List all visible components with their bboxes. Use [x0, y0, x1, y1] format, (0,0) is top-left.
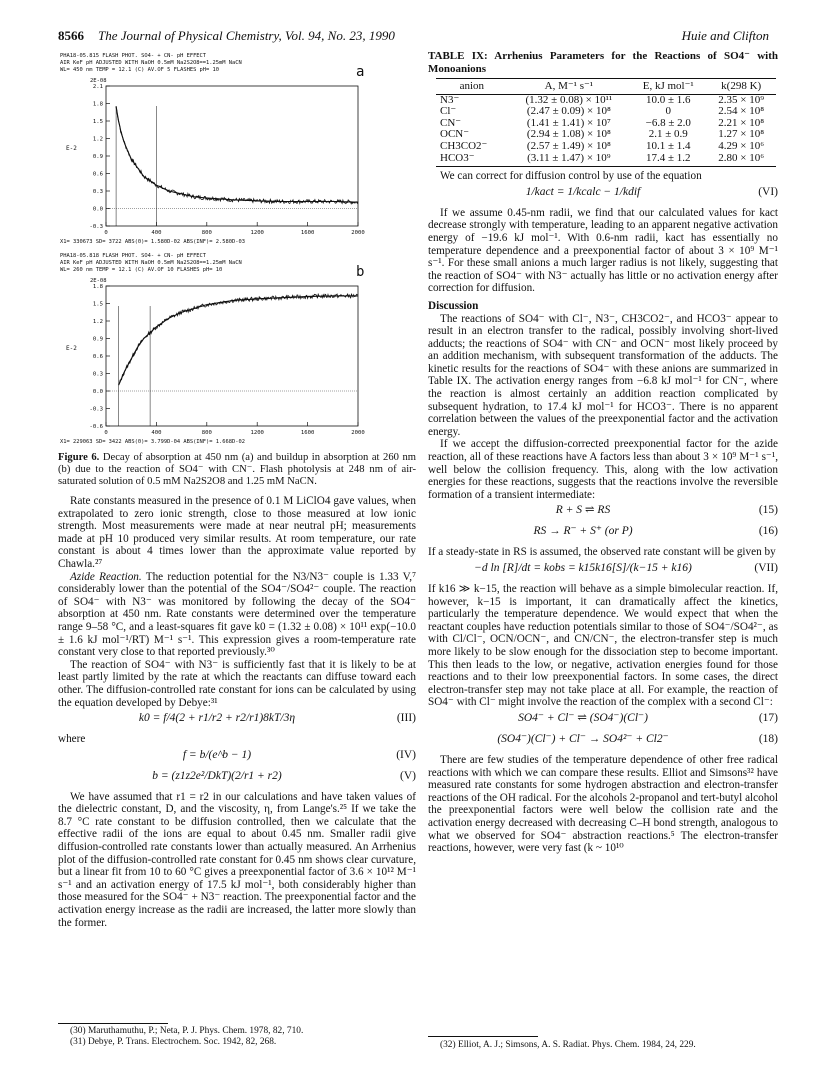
paragraph: Rate constants measured in the presence of 0.1 M LiClO4 gave values, when extrapolated to zero ionic strength, close to those measured at low ionic strength. Most measurements were made at near neutral pH; measurements made at pH 10 produced very similar results. At room temperature, our rate constant is about 4 times lower than the approximate value reported by Chawla.²⁷ — [58, 495, 416, 570]
equation-body: (SO4⁻)(Cl⁻) + Cl⁻ → SO4²⁻ + Cl2⁻ — [497, 732, 669, 745]
x-tick-label: 0 — [104, 230, 108, 236]
paragraph: If we assume 0.45-nm radii, we find that our calculated values for kact decrease strongly with temperature, leading to an apparent negative activation energy of −19.6 kJ mol⁻¹. With 0.6-nm radii, kact has essentially no temperature dependence and a preexponential factor of about 3 × 10⁹ M⁻¹ s⁻¹. For these small anions a much larger radius is not likely, suggesting that the reaction of SO4⁻ with N3⁻ actually has little or no activation energy after correction for diffusion. — [428, 206, 778, 295]
footnote-30: (30) Maruthamuthu, P.; Neta, P. J. Phys. Chem. 1978, 82, 710. — [70, 1026, 304, 1036]
paragraph-azide — [58, 571, 416, 659]
equation-body: f = b/(e^b − 1) — [182, 748, 252, 761]
plot-frame — [106, 286, 358, 426]
paragraph: If we accept the diffusion-corrected preexponential factor for the azide reaction, all of these reactions have A factors less than about 3 × 10⁹ M⁻¹ s⁻¹, well below the collision frequency. This, along with the low activation energies for these reactions, suggests that the reactions involve the reversible formation of a transient intermediate: — [428, 438, 778, 501]
signal-trace — [119, 294, 358, 384]
equation-number: (V) — [400, 769, 416, 782]
table-row — [436, 141, 776, 153]
equation-17 — [428, 712, 778, 730]
equation-number: (VII) — [754, 562, 778, 574]
table-cell: 0 — [665, 105, 671, 118]
y-tick-label: -0.3 — [89, 406, 103, 413]
table-cell: N3⁻ — [440, 93, 460, 106]
y-tick-label: 1.5 — [92, 119, 103, 125]
equation-number: (17) — [758, 711, 778, 724]
equation-VI — [428, 186, 778, 204]
section-run-in-head: Azide Reaction. — [70, 570, 142, 583]
table-cell: 1.27 × 10⁸ — [718, 128, 765, 141]
paragraph: The reaction of SO4⁻ with N3⁻ is sufficiently fast that it is likely to be at least partly limited by the rate at which the reactants can diffuse toward each other. The diffusion-controlled rate constant for ions can be calculated by using the equation developed by Debye:³¹ — [58, 658, 416, 709]
fit-curve — [119, 296, 358, 385]
paragraph: We can correct for diffusion control by use of the equation — [440, 170, 702, 183]
x-tick-label: 0 — [104, 430, 108, 436]
plot-header-line: PHA18-05.815 FLASH PHOT. SO4- + CN- pH EFFECT — [60, 53, 207, 59]
x-tick-label: 800 — [201, 230, 212, 236]
table-cell: (2.57 ± 1.49) × 10⁸ — [526, 139, 611, 152]
equation-15 — [428, 504, 778, 522]
table-cell: 10.0 ± 1.6 — [645, 93, 691, 106]
table-cell: 10.1 ± 1.4 — [645, 139, 691, 152]
running-header — [58, 28, 769, 46]
fit-curve — [116, 106, 358, 202]
plot-footer-line: X1= 229063 SD= 3422 ABS(0)= 3.799D-04 ABS(INF)= 1.668D-02 — [60, 439, 245, 445]
equation-18 — [428, 733, 778, 751]
equation-body: 1/kact = 1/kcalc − 1/kdif — [525, 185, 641, 198]
y-exponent-label: E-2 — [66, 145, 77, 152]
table-cell: CH3CO2⁻ — [440, 139, 488, 152]
plot-frame — [106, 86, 358, 226]
equation-number: (18) — [758, 732, 778, 745]
table-cell: OCN⁻ — [440, 128, 470, 141]
left-column — [58, 50, 416, 929]
y-tick-label: -0.3 — [89, 224, 103, 230]
plot-header-line: WL= 450 nm TEMP = 12.1 (C) AV.OF 5 FLASHES pH= 10 — [60, 67, 220, 73]
table-cell: −6.8 ± 2.0 — [645, 116, 691, 129]
table-header: anion — [436, 79, 508, 95]
panel-a — [60, 53, 365, 245]
paragraph: There are few studies of the temperature dependence of other free radical reactions with which we can compare these results. Elliot and Simsons³² have measured rate constants for some hydrogen abstraction and electron-transfer reactions of the OH radical. For the alcohols 2-propanol and tert-butyl alcohol the preexponential factors were well below the collision rate and the activation energy decreased with decreasing C–H bond strength, analogous to what we observed for SO4⁻ abstraction reactions.⁵ The electron-transfer reactions, however, were very fast (k ~ 10¹⁰ — [428, 753, 778, 855]
equation-number: (15) — [758, 504, 778, 517]
table-header: k(298 K) — [706, 79, 776, 95]
equation-VII — [428, 562, 778, 580]
panel-letter: b — [356, 264, 365, 280]
plot-header-line: WL= 260 nm TEMP = 12.1 (C) AV.OF 10 FLASHES pH= 10 — [60, 267, 223, 273]
footnote-rule — [428, 1036, 538, 1037]
table-cell: 2.35 × 10⁹ — [718, 93, 765, 106]
y-exponent-label: E-2 — [66, 345, 77, 352]
x-tick-label: 1200 — [250, 230, 264, 236]
x-tick-label: 2000 — [351, 230, 365, 236]
equation-number: (IV) — [396, 748, 416, 761]
table-cell: 2.1 ± 0.9 — [648, 128, 688, 141]
table-row — [436, 153, 776, 167]
y-tick-label: 0.9 — [92, 154, 103, 160]
table-cell: 2.21 × 10⁸ — [718, 116, 765, 129]
plot-header-line: PHA18-05.818 FLASH PHOT. SO4- + CN- pH EFFECT — [60, 253, 207, 259]
y-scale-label: 2E-08 — [90, 278, 107, 284]
y-tick-label: 1.8 — [92, 101, 103, 108]
equation-body: RS → R⁻ + S⁺ (or P) — [533, 525, 633, 538]
plot-header-line: AIR KeF pH ADJUSTED WITH NaOH 0.5mM Na2S2O8==1.25mM NaCN — [60, 60, 242, 66]
figure-caption-label: Figure 6. — [58, 452, 100, 463]
section-heading-discussion: Discussion — [428, 299, 479, 312]
y-tick-label: 0.0 — [92, 206, 103, 213]
table-header: A, M⁻¹ s⁻¹ — [508, 79, 630, 95]
y-tick-label: 2.1 — [92, 84, 103, 90]
page-number: 8566 — [58, 28, 84, 43]
equation-number: (III) — [396, 712, 416, 725]
y-tick-label: -0.6 — [89, 424, 103, 430]
y-tick-label: 0.0 — [92, 389, 103, 395]
equation-number: (16) — [758, 525, 778, 538]
equation-16 — [428, 525, 778, 543]
paragraph: The reactions of SO4⁻ with Cl⁻, N3⁻, CH3CO2⁻, and HCO3⁻ appear to result in an electron transfer to the radical, possibly involving short-lived adducts; the reactions of SO4⁻ with CN⁻ and OCN⁻ most likely proceed by an addition mechanism, with subsequent transformation of the adducts. The kinetic results for the reactions of SO4⁻ with these anions are summarized in Table IX. The activation energy ranges from −6.8 kJ mol⁻¹ for CN⁻, where the reaction is almost certainly an addition reaction complicated by subsequent hydration, to 17.4 kJ mol⁻¹ for HCO3⁻. There is no apparent correlation between the values of the preexponential factor and the activation energy. — [428, 312, 778, 438]
equation-V — [58, 770, 416, 788]
equation-III — [58, 712, 416, 730]
journal-citation: The Journal of Physical Chemistry, Vol. 94, No. 23, 1990 — [98, 28, 395, 43]
table-cell: (2.47 ± 0.09) × 10⁸ — [526, 105, 611, 118]
paragraph: If k16 ≫ k−15, the reaction will behave as a simple bimolecular reaction. If, however, k−15 is important, it can dramatically affect the kinetics, particularly the temperature dependence. We would expect that when the reactant couples have reduction potentials similar to those of SO4⁻/SO4²⁻, as with Cl/Cl⁻, OCN/OCN⁻, and CN/CN⁻, the electron-transfer step is much more likely to be slow enough for the dissociation step to become important. This then leads to the low, or negative, activation energies found for those reactions and to their low preexponential factors. In some cases, the direct electron-transfer step may not take place at all. For example, the reaction of SO4⁻ with Cl⁻ might involve the reaction of the complex with a second Cl⁻: — [428, 583, 778, 709]
y-tick-label: 0.6 — [92, 171, 103, 178]
x-tick-label: 1600 — [300, 230, 315, 236]
arrhenius-table — [436, 78, 776, 167]
figure-caption — [58, 452, 416, 488]
table-cell: 2.80 × 10⁶ — [706, 153, 776, 167]
paragraph: If a steady-state in RS is assumed, the observed rate constant will be given by — [428, 546, 776, 559]
y-tick-label: 0.3 — [92, 371, 103, 378]
table-header: E, kJ mol⁻¹ — [630, 79, 706, 95]
figure-caption-text: Decay of absorption at 450 nm (a) and buildup in absorption at 260 nm (b) due to the reaction of SO4⁻ with CN⁻. Flash photolysis at 248 nm of air-saturated solution of 0.5 mM Na2S2O8 and 1.25 mM NaCN. — [58, 452, 416, 487]
equation-body: −d ln [R]/dt = kobs = k15k16[S]/(k−15 + k16) — [474, 562, 692, 574]
table-cell: (1.32 ± 0.08) × 10¹¹ — [525, 93, 613, 106]
footnote-31: (31) Debye, P. Trans. Electrochem. Soc. 1942, 82, 268. — [70, 1037, 277, 1047]
equation-body: SO4⁻ + Cl⁻ ⇌ (SO4⁻)(Cl⁻) — [518, 711, 648, 724]
right-column — [428, 50, 778, 855]
y-tick-label: 1.2 — [92, 319, 103, 325]
equation-number: (VI) — [758, 185, 778, 198]
plot-footer-line: X1= 330673 SD= 3722 ABS(0)= 1.580D-02 ABS(INF)= 2.580D-03 — [60, 239, 245, 245]
table-header-row — [436, 79, 776, 95]
table-cell: Cl⁻ — [440, 105, 457, 118]
table-cell: HCO3⁻ — [436, 153, 508, 167]
paragraph: We have assumed that r1 = r2 in our calculations and have taken values of the dielectric constant, D, and the viscosity, η, from Lange's.²⁵ If we take the 8.7 °C rate constant to be diffusion controlled, then we calculate that the effective radii of the ions are equal to about 0.45 nm. Smaller radii give diffusion-controlled rate constants lower than actually measured. An Arrhenius plot of the diffusion-controlled rate constant for 0.45 nm shows clear curvature, but a linear fit from 10 to 60 °C gives a preexponential factor of 3.6 × 10¹² M⁻¹ s⁻¹ and an activation energy of 17.5 kJ mol⁻¹, both considerably higher than those measured for the SO4⁻ + N3⁻ reaction. The preexponential factor and the activation energy increase as the radii are increased, the latter more slowly than the former. — [58, 790, 416, 929]
equation-body: k0 = f/4(2 + r1/r2 + r2/r1)8kT/3η — [138, 712, 296, 725]
table-cell: (3.11 ± 1.47) × 10⁹ — [508, 153, 630, 167]
y-scale-label: 2E-08 — [90, 78, 107, 84]
y-tick-label: 0.6 — [92, 354, 103, 360]
panel-letter: a — [356, 64, 365, 80]
footnote-32: (32) Elliot, A. J.; Simsons, A. S. Radiat. Phys. Chem. 1984, 24, 229. — [440, 1040, 696, 1050]
x-tick-label: 800 — [201, 430, 212, 436]
equation-IV — [58, 749, 416, 767]
figure-6 — [58, 50, 416, 488]
y-tick-label: 0.9 — [92, 336, 103, 343]
x-tick-label: 400 — [151, 230, 162, 236]
running-authors: Huie and Clifton — [681, 28, 769, 43]
table-cell: (2.94 ± 1.08) × 10⁸ — [526, 128, 611, 141]
where-label: where — [58, 733, 86, 746]
table-cell: 2.54 × 10⁸ — [718, 105, 765, 118]
footnote-rule — [58, 1023, 168, 1024]
equation-body: R + S ⇌ RS — [555, 504, 611, 517]
y-tick-label: 0.3 — [92, 189, 103, 195]
table-cell: CN⁻ — [440, 116, 462, 129]
equation-body: b = (z1z2e²/DkT)(2/r1 + r2) — [152, 769, 282, 782]
signal-trace — [116, 107, 358, 204]
table-cell: (1.41 ± 1.41) × 10⁷ — [526, 116, 611, 129]
figure-6-plots — [58, 50, 416, 450]
x-tick-label: 400 — [151, 430, 162, 436]
y-tick-label: 1.2 — [92, 136, 103, 143]
plot-header-line: AIR KeF pH ADJUSTED WITH NaOH 0.5mM Na2S2O8==1.25mM NaCN — [60, 260, 242, 266]
table-title: TABLE IX: Arrhenius Parameters for the Reactions of SO4⁻ with Monoanions — [428, 50, 778, 75]
panel-b — [60, 253, 365, 445]
x-tick-label: 2000 — [351, 430, 365, 436]
paragraph-text: The reduction potential for the N3/N3⁻ couple is 1.33 V,⁷ considerably lower than the potential of the SO4⁻/SO4²⁻ couple. The reaction of SO4⁻ with N3⁻ was monitored by following the decay of the SO4⁻ absorption at 450 nm. Rate constants were determined over the temperature range 9–58 °C, and a least-squares fit gave k0 = (1.32 ± 0.08) × 10¹¹ exp(−10.0 ± 1.6 kJ mol⁻¹/RT) M⁻¹ s⁻¹. This expression gives a room-temperature rate constant very close to that reported previously.³⁰ — [58, 570, 416, 659]
x-tick-label: 1200 — [250, 430, 264, 436]
table-cell: 17.4 ± 1.2 — [630, 153, 706, 167]
table-cell: 4.29 × 10⁶ — [718, 139, 765, 152]
x-tick-label: 1600 — [300, 430, 315, 436]
y-tick-label: 1.8 — [92, 284, 103, 290]
y-tick-label: 1.5 — [92, 301, 103, 308]
